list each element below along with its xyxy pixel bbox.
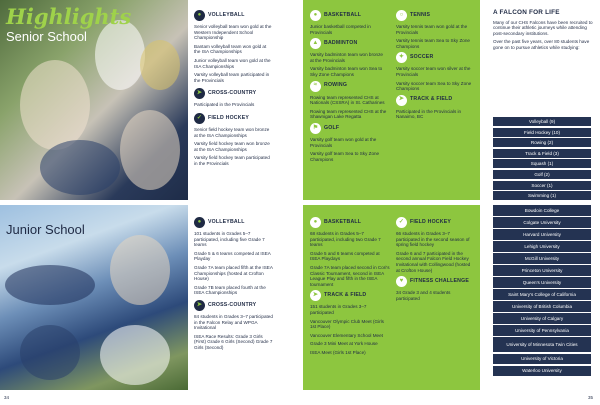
list-item: ISEA Meet (Girls 1st Place) bbox=[310, 349, 366, 355]
junior-cross-country-head: ➤ CROSS-COUNTRY bbox=[194, 300, 274, 311]
sport-pill: Volleyball (9) bbox=[493, 117, 591, 126]
falcon-paragraph-2: Over the past five years, over 80 students have gone on to pursue athletics while studying: bbox=[493, 39, 590, 50]
list-item: 34 Grade 3 and 4 students participated bbox=[396, 290, 451, 301]
list-item: Rowing team represented CHS at Nationals (CSSRA) in St. Catharines bbox=[310, 94, 385, 106]
junior-col-green-2 bbox=[396, 217, 474, 304]
senior-volleyball-head: ● VOLLEYBALL bbox=[194, 10, 272, 21]
list-item: Grade 7A team placed fifth at the ISEA Championships (hosted at Crofton House) bbox=[194, 264, 273, 282]
junior-title-block bbox=[6, 222, 85, 237]
list-item: Varsity golf team won gold at the Provincials bbox=[310, 136, 377, 148]
junior-track-field-head: ➤ TRACK & FIELD bbox=[310, 290, 390, 301]
sport-pill: Swimming (1) bbox=[493, 191, 591, 200]
golf-icon: ⚑ bbox=[310, 123, 321, 134]
list-item: Grade 7A team placed second in Cori's Classic Tournament, second in ISEA League Play and fifth in the ISEA tournament bbox=[310, 264, 390, 287]
senior-track-field-head: ➤ TRACK & FIELD bbox=[396, 95, 474, 106]
university-pill: Princeton University bbox=[493, 265, 591, 276]
sport-pill: Squash (1) bbox=[493, 159, 591, 168]
university-pill: Queen's University bbox=[493, 277, 591, 288]
page-number-right: 35 bbox=[588, 395, 594, 400]
fitness-icon: ♥ bbox=[396, 276, 407, 287]
hockey-stick-icon: ✓ bbox=[396, 217, 407, 228]
sneaker-icon: ➤ bbox=[310, 290, 321, 301]
list-item: Varsity tennis team Sea to Sky Zone Champions bbox=[396, 38, 470, 49]
junior-volleyball-head: ● VOLLEYBALL bbox=[194, 217, 274, 228]
sport-pill: Soccer (1) bbox=[493, 181, 591, 190]
rowing-icon: ≈ bbox=[310, 81, 321, 92]
sport-pill: Golf (2) bbox=[493, 170, 591, 179]
senior-col-green-2 bbox=[396, 10, 474, 123]
falcon-heading: A FALCON FOR LIFE bbox=[493, 9, 560, 16]
list-item: 101 students in Grades 5–7 participated, including five Grade 7 teams bbox=[194, 231, 265, 248]
list-item: Varsity badminton team won Sea to Sky Zone Champions bbox=[310, 66, 383, 77]
list-item: Vancouver Olympic Club Meet (Girls 1st Place) bbox=[310, 318, 384, 330]
university-pill: McGill University bbox=[493, 253, 591, 264]
list-item: Grade 6 and 7 participated in the second annual Falcon Field Hockey Invitational with Collingwood (hosted at Crofton House) bbox=[396, 250, 471, 273]
list-item: Grade 5 and 6 teams competed at ISEA Playdays bbox=[310, 250, 380, 262]
university-pill: Bowdoin College bbox=[493, 205, 591, 216]
university-pill: Harvard University bbox=[493, 229, 591, 240]
soccer-ball-icon: ✦ bbox=[396, 52, 407, 63]
list-item: 84 students in Grades 3–7 participated in the Falcon Relay and WPGA Invitational bbox=[194, 313, 273, 331]
senior-badminton-head: ▲ BADMINTON bbox=[310, 38, 388, 49]
list-item: 68 students in Grades 5–7 participated, including two Grade 7 teams bbox=[310, 231, 381, 248]
page-number-left: 34 bbox=[4, 395, 10, 400]
falcon-paragraph-1: Many of our CHS Falcons have been recruited to continue their athletic journeys while attending post-secondary institutions. bbox=[493, 19, 593, 36]
list-item: Varsity soccer team Sea to Sky Zone Champions bbox=[396, 80, 472, 92]
university-pill: University of Pennsylvania bbox=[493, 325, 591, 336]
university-pill: University of Victoria bbox=[493, 354, 591, 365]
runner-icon: ➤ bbox=[194, 300, 205, 311]
senior-cross-country-head: ➤ CROSS-COUNTRY bbox=[194, 88, 272, 99]
senior-soccer-head: ✦ SOCCER bbox=[396, 52, 474, 63]
list-item: Grade 7B team placed fourth at the ISEA Championships bbox=[194, 284, 266, 296]
university-pill: University of British Columbia bbox=[493, 301, 591, 312]
list-item: Participated in the Provincials bbox=[194, 102, 255, 108]
list-item: Varsity volleyball team participated in the Provincials bbox=[194, 72, 270, 83]
senior-rowing-head: ≈ ROWING bbox=[310, 81, 388, 92]
senior-field-hockey-head: ✓ FIELD HOCKEY bbox=[194, 113, 272, 124]
basketball-icon: ● bbox=[310, 10, 321, 21]
senior-basketball-head: ● BASKETBALL bbox=[310, 10, 388, 21]
senior-col-green-1 bbox=[310, 10, 388, 165]
shuttlecock-icon: ▲ bbox=[310, 38, 321, 49]
junior-field-hockey-head: ✓ FIELD HOCKEY bbox=[396, 217, 474, 228]
list-item: Grade 3 Mini Meet at York House bbox=[310, 341, 378, 347]
runner-icon: ➤ bbox=[194, 88, 205, 99]
junior-col-left bbox=[194, 217, 274, 354]
senior-col-left bbox=[194, 10, 272, 170]
list-item: 66 students in Grades 3–7 participated in the second season of spring field hockey bbox=[396, 231, 470, 248]
sport-pill: Rowing (2) bbox=[493, 138, 591, 147]
list-item: Varsity golf team Sea to Sky Zone Champions bbox=[310, 151, 380, 162]
list-item: Participated in the Provincials in Nanaimo, BC bbox=[396, 108, 462, 120]
list-item: Senior field hockey team won bronze at the ISA Championships bbox=[194, 126, 270, 138]
volleyball-icon: ● bbox=[194, 10, 205, 21]
list-item: 151 students in Grades 3–7 participated bbox=[310, 304, 367, 315]
university-pill: University of Minnesota Twin Cities bbox=[493, 337, 591, 352]
university-pill: Lehigh University bbox=[493, 241, 591, 252]
sport-pill: Track & Field (3) bbox=[493, 149, 591, 158]
list-item: Senior volleyball team won gold at the Western Independent School Championship bbox=[194, 24, 272, 41]
junior-col-green-1 bbox=[310, 217, 390, 359]
junior-fitness-head: ♥ FITNESS CHALLENGE bbox=[396, 276, 474, 287]
sneaker-icon: ➤ bbox=[396, 95, 407, 106]
volleyball-icon: ● bbox=[194, 217, 205, 228]
list-item: Junior volleyball team won gold at the ISA Championships bbox=[194, 57, 271, 69]
falcon-intro bbox=[493, 10, 593, 54]
list-item: Grade 5 & 6 teams competed at ISEA Playday bbox=[194, 250, 271, 262]
sport-pill: Field Hockey (10) bbox=[493, 128, 591, 137]
sports-list bbox=[493, 117, 591, 202]
junior-school-subtitle: Junior School bbox=[6, 222, 85, 237]
list-item: ISEA Race Results: Grade 3 Girls (First) Grade 6 Girls (Second) Grade 7 Girls (Second) bbox=[194, 333, 273, 350]
hockey-stick-icon: ✓ bbox=[194, 113, 205, 124]
list-item: Varsity field hockey team won bronze at the ISA Championships bbox=[194, 141, 270, 152]
senior-golf-head: ⚑ GOLF bbox=[310, 123, 388, 134]
tennis-icon: ○ bbox=[396, 10, 407, 21]
universities-list bbox=[493, 205, 591, 378]
highlights-title: Highlights bbox=[6, 4, 132, 29]
list-item: Bantam volleyball team won gold at the ISA Championships bbox=[194, 43, 267, 55]
university-pill: Waterloo University bbox=[493, 366, 591, 377]
basketball-icon: ● bbox=[310, 217, 321, 228]
junior-basketball-head: ● BASKETBALL bbox=[310, 217, 390, 228]
list-item: Varsity field hockey team participated in the Provincials bbox=[194, 155, 270, 166]
list-item: Junior basketball competed in Provincials bbox=[310, 24, 371, 35]
list-item: Rowing team represented CHS at the Shawnigan Lake Regatta bbox=[310, 108, 387, 120]
senior-title-block bbox=[6, 4, 131, 44]
university-pill: Colgate University bbox=[493, 217, 591, 228]
list-item: Varsity badminton team won bronze at the Provincials bbox=[310, 52, 383, 63]
list-item: Varsity soccer team won silver at the Provincials bbox=[396, 66, 471, 77]
list-item: Varsity tennis team won gold at the Provincials bbox=[396, 24, 468, 35]
university-pill: University of Calgary bbox=[493, 313, 591, 324]
list-item: Vancouver Elementary School Meet bbox=[310, 332, 383, 338]
senior-tennis-head: ○ TENNIS bbox=[396, 10, 474, 21]
senior-school-subtitle: Senior School bbox=[6, 29, 87, 44]
university-pill: Saint Mary's College of California bbox=[493, 289, 591, 300]
